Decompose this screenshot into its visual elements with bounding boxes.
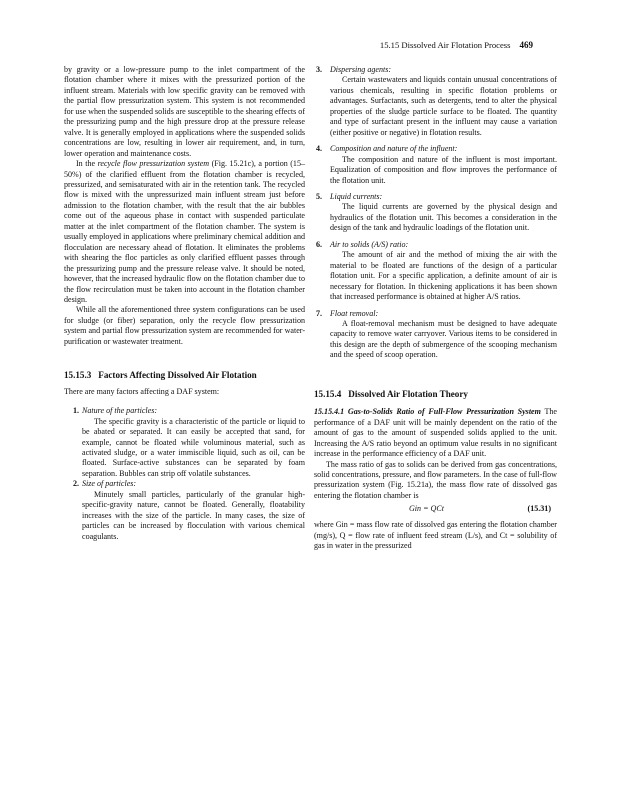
- paragraph-recycle-flow: [64, 159, 305, 305]
- item-number: 6.: [316, 239, 323, 249]
- subsection-body: The performance of a DAF unit will be mainly dependent on the ratio of the amount of gas to the amount of suspended solids applied to the unit. Increasing the A/S ratio beyond an optimum value results in no significant increase in the performance efficiency of a DAF unit.: [314, 407, 557, 459]
- item-label: Nature of the particles:: [82, 406, 158, 416]
- left-column: [64, 65, 305, 542]
- paragraph-three-configurations: While all the aforementioned three system configurations can be used for sludge (or fiber) separation, only the recycle flow pressurization system and partial flow pressurization system are recommended for water-purification or wastewater treatment.: [64, 305, 305, 346]
- section-heading-15-15-3: [64, 370, 305, 380]
- item-number: 7.: [316, 308, 323, 318]
- paragraph-mass-ratio: The mass ratio of gas to solids can be derived from gas concentrations, solid concentrations, pressure, and flow parameters. In the case of full-flow pressurization system (Fig. 15.21a), the mass flow rate of dissolved gas entering the flotation chamber is: [314, 459, 557, 500]
- section-intro: There are many factors affecting a DAF system:: [64, 386, 220, 396]
- list-item: [314, 65, 557, 138]
- section-heading-15-15-4: [314, 389, 557, 399]
- item-label: Float removal:: [330, 308, 379, 318]
- recycle-term: recycle flow pressurization system: [97, 159, 210, 169]
- section-number: 15.15.3: [64, 370, 92, 381]
- item-label: Air to solids (A/S) ratio:: [330, 239, 409, 249]
- item-number: 3.: [316, 65, 323, 74]
- subsection-paragraph: [314, 407, 557, 459]
- list-item: [314, 240, 557, 303]
- list-item: [64, 406, 305, 479]
- item-number: 5.: [316, 191, 323, 201]
- right-column: [314, 65, 557, 552]
- item-label: Dispersing agents:: [330, 65, 392, 74]
- list-item: [314, 144, 557, 186]
- item-number: 4.: [316, 144, 323, 154]
- item-label: Size of particles:: [82, 479, 137, 489]
- paragraph-where: where Gin = mass flow rate of dissolved gas entering the flotation chamber (mg/s), Q = flow rate of influent feed stream (L/s), and Ct = solubility of gas in water in the pressurized: [314, 520, 557, 551]
- item-number: 1.: [73, 406, 80, 416]
- running-head: [380, 40, 533, 50]
- item-body: Certain wastewaters and liquids contain unusual concentrations of various chemicals, resulting in specific flotation problems or advantages. Surfactants, such as detergents, tend to alter the physical properties of the sludge particle surface to be floated. The quantity and type of surfactant present in the influent may cause a variation (either positive or negative) in flotation results.: [330, 75, 557, 137]
- item-label: Composition and nature of the influent:: [330, 144, 458, 154]
- subsection-label: 15.15.4.1 Gas-to-Solids Ratio of Full-Flow Pressurization System: [314, 407, 541, 417]
- section-title: Factors Affecting Dissolved Air Flotation: [98, 370, 257, 381]
- item-body: A float-removal mechanism must be designed to have adequate capacity to remove water carryover. Various items to be considered in this design are the depth of submergence of the scooping mechanism and the speed of scoop operation.: [330, 318, 557, 360]
- item-body: The composition and nature of the influent is most important. Equalization of composition and flow improves the performance of the flotation unit.: [330, 154, 557, 185]
- equation-15-31: [314, 504, 557, 517]
- factor-list-left: [64, 406, 305, 542]
- list-item: [64, 479, 305, 542]
- item-body: The amount of air and the method of mixing the air with the material to be floated are functions of the design of a particular flotation unit. For a specific application, a definite amount of air is necessary for flotation. In thickening applications it has been shown that increased performance is obtained at higher A/S ratios.: [330, 250, 557, 302]
- recycle-intro: In the: [76, 159, 98, 169]
- equation-number: (15.31): [527, 504, 551, 514]
- item-body: The specific gravity is a characteristic of the particle or liquid to be abated or separated. It can easily be accepted that sand, for example, cannot be floated while voluminous material, such as activated sludge, or a water immiscible liquid, such as oil, can be floated. Surface-active substances can be separated by foam separation. Bubbles can strip off volatile substances.: [82, 416, 305, 478]
- section-title: Dissolved Air Flotation Theory: [348, 388, 468, 399]
- list-item: [314, 309, 557, 361]
- item-body: Minutely small particles, particularly of the granular high-specific-gravity nature, cannot be floated. Generally, floatability increases with the size of the particle. In many cases, the size of particles can be increased by flocculation with various chemical coagulants.: [82, 489, 305, 541]
- paragraph-partial-flow-continued: by gravity or a low-pressure pump to the inlet compartment of the flotation chamber where it mixes with the pressurized portion of the influent stream. Materials with low specific gravity can be removed with the partial flow pressurization system. This system is not recommended for use when the suspended solids are susceptible to the shearing effects of the pressurizing pump and the high pressure drop at the pressure release valve. It is generally employed in applications where the suspended solids concentrations are low, resulting in lower air requirement, and, in turn, lower operation and maintenance costs.: [64, 65, 305, 158]
- list-item: [314, 192, 557, 234]
- item-number: 2.: [73, 479, 80, 489]
- item-body: The liquid currents are governed by the physical design and hydraulics of the flotation unit. This becomes a consideration in the design of the tank and hydraulic loadings of the flotation unit.: [330, 202, 557, 233]
- page-number: 469: [519, 40, 533, 50]
- recycle-body: (Fig. 15.21c), a portion (15–50%) of the clarified effluent from the flotation chamber is recycled, pressurized, and semisaturated with air in the retention tank. The recycled flow is mixed with the unpressurized main influent stream just before admission to the flotation chamber, with the result that the air bubbles come out of the aqueous phase in contact with suspended particulate matter at the inlet compartment of the flotation chamber. The system is usually employed in applications where preliminary chemical addition and flocculation are necessary ahead of flotation. It eliminates the problems with shearing the floc particles as only clarified effluent passes through the pressurizing pump and the pressure release valve. It should be noted, however, that the increased hydraulic flow on the flotation chamber due to the flow recirculation must be taken into account in the flotation chamber design.: [64, 159, 305, 304]
- factor-list-right: [314, 65, 557, 361]
- item-label: Liquid currents:: [330, 191, 383, 201]
- equation-body: Gin = QCt: [409, 504, 444, 514]
- section-number: 15.15.4: [314, 388, 342, 399]
- running-title: 15.15 Dissolved Air Flotation Process: [379, 40, 511, 50]
